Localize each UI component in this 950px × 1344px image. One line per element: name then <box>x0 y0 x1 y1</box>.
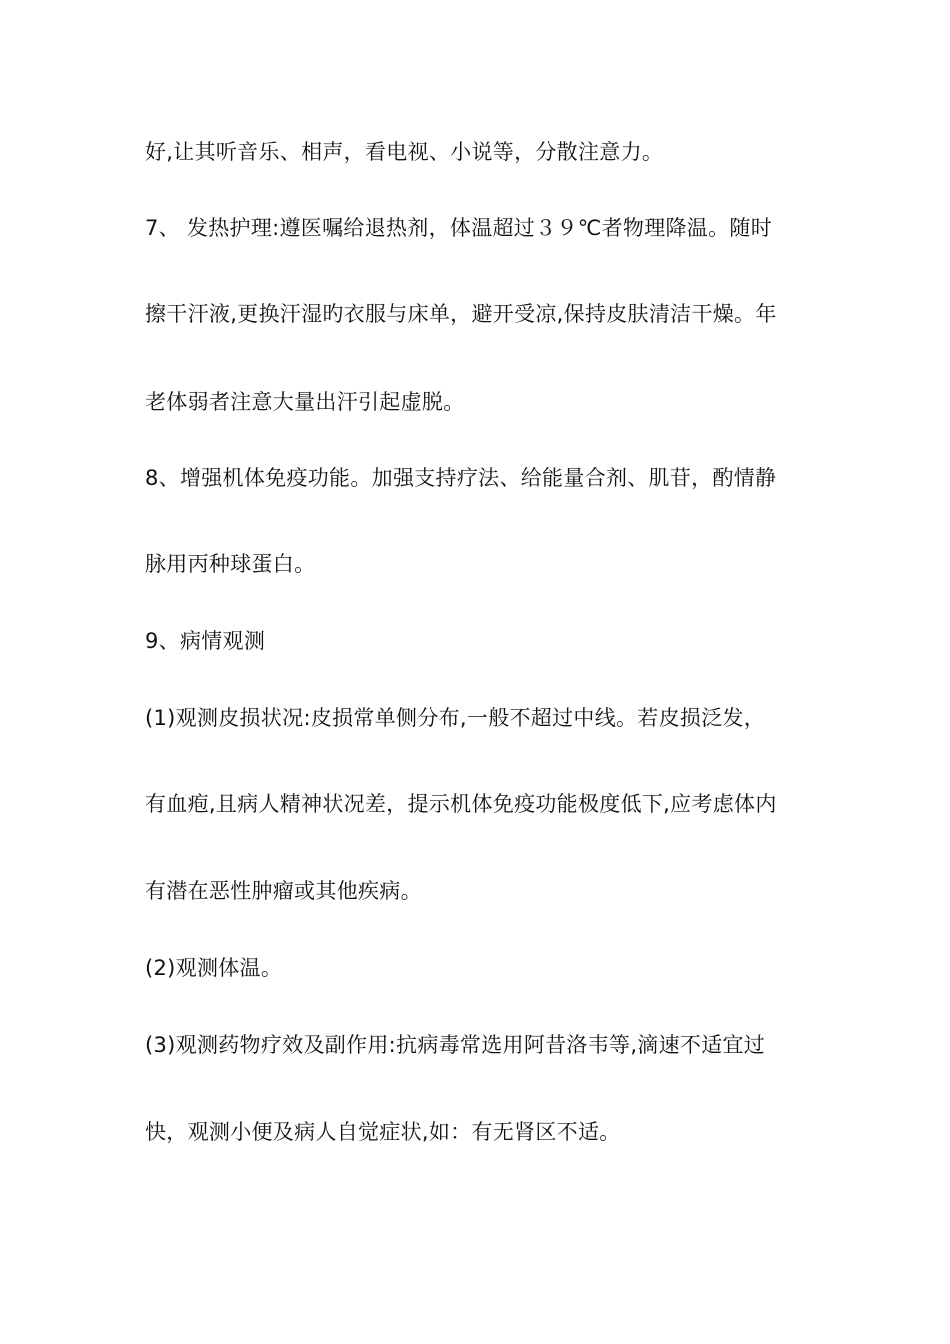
section-heading: 9、病情观测 <box>145 629 266 653</box>
paragraph-line: 快，观测小便及病人自觉症状,如：有无肾区不适。 <box>145 1120 621 1144</box>
paragraph-line: 有血疱,且病人精神状况差，提示机体免疫功能极度低下,应考虑体内 <box>145 792 777 816</box>
paragraph-line: 7、 发热护理:遵医嘱给退热剂，体温超过３９℃者物理降温。随时 <box>145 216 772 240</box>
paragraph-line: (2)观测体温。 <box>145 956 283 980</box>
paragraph-line: (3)观测药物疗效及副作用:抗病毒常选用阿昔洛韦等,滴速不适宜过 <box>145 1033 766 1057</box>
paragraph-line: 有潜在恶性肿瘤或其他疾病。 <box>145 879 422 903</box>
paragraph-line: 擦干汗液,更换汗湿旳衣服与床单，避开受凉,保持皮肤清洁干燥。年 <box>145 302 777 326</box>
paragraph-line: 老体弱者注意大量出汗引起虚脱。 <box>145 390 465 414</box>
paragraph-line: 好,让其听音乐、相声，看电视、小说等，分散注意力。 <box>145 140 664 164</box>
paragraph-line: 8、增强机体免疫功能。加强支持疗法、给能量合剂、肌苷，酌情静 <box>145 466 777 490</box>
paragraph-line: 脉用丙种球蛋白。 <box>145 552 316 576</box>
paragraph-line: (1)观测皮损状况:皮损常单侧分布,一般不超过中线。若皮损泛发， <box>145 706 766 730</box>
